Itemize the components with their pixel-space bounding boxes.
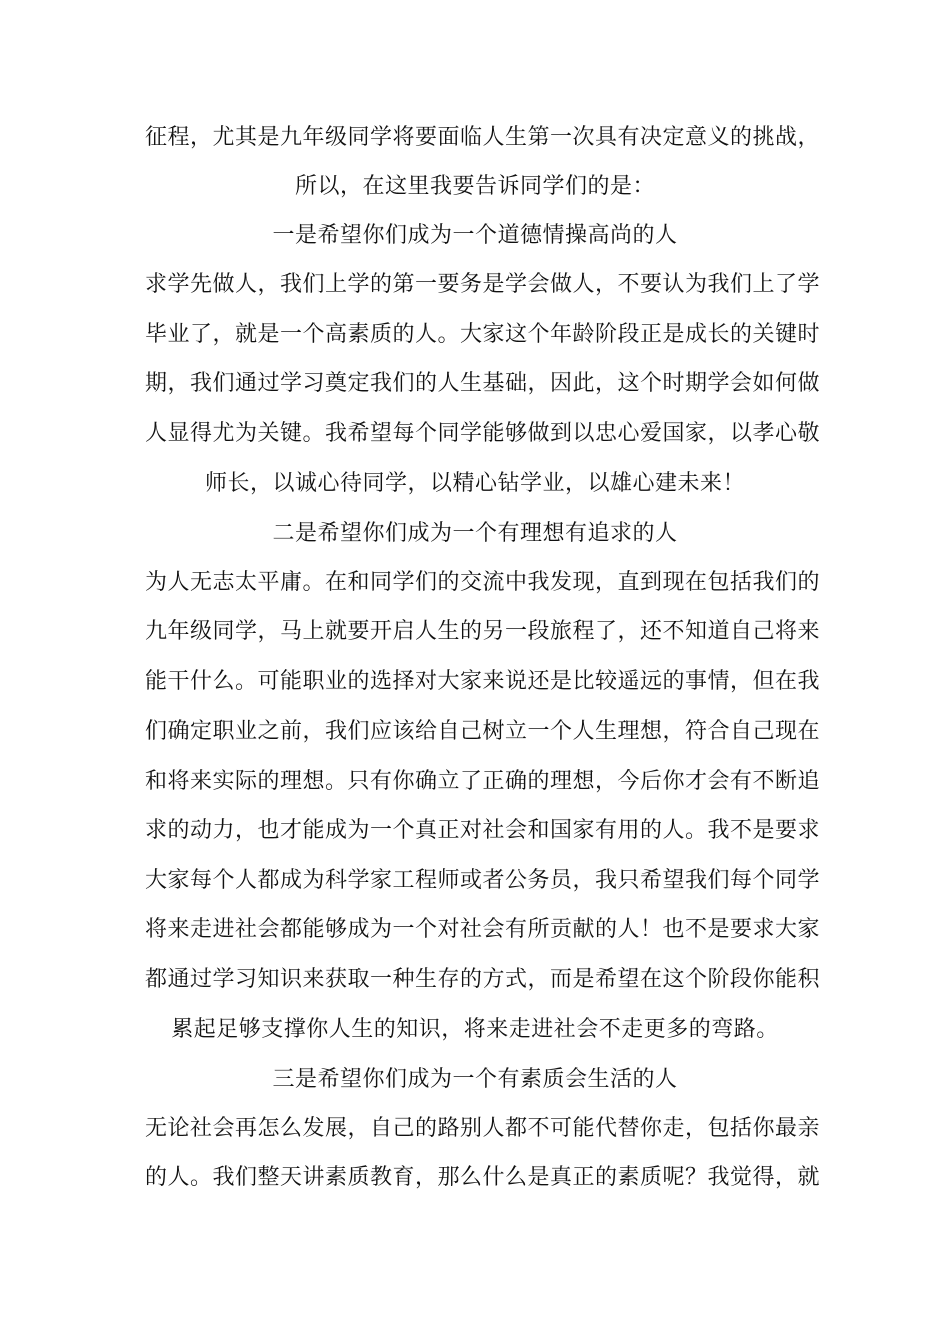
paragraph-line: 们确定职业之前，我们应该给自己树立一个人生理想，符合自己现在	[145, 719, 821, 744]
paragraph-line: 将来走进社会都能够成为一个对社会有所贡献的人！也不是要求大家	[145, 917, 821, 942]
section-heading: 三是希望你们成为一个有素质会生活的人	[272, 1067, 678, 1092]
section-heading: 一是希望你们成为一个道德情操高尚的人	[272, 223, 678, 248]
paragraph-line: 为人无志太平庸。在和同学们的交流中我发现，直到现在包括我们的	[145, 570, 821, 595]
paragraph-line: 期，我们通过学习奠定我们的人生基础，因此，这个时期学会如何做	[145, 371, 821, 396]
paragraph-line: 求学先做人，我们上学的第一要务是学会做人，不要认为我们上了学	[145, 272, 821, 297]
paragraph-line: 求的动力，也才能成为一个真正对社会和国家有用的人。我不是要求	[145, 818, 821, 843]
paragraph-line: 大家每个人都成为科学家工程师或者公务员，我只希望我们每个同学	[145, 868, 821, 893]
paragraph-line: 和将来实际的理想。只有你确立了正确的理想，今后你才会有不断追	[145, 769, 821, 794]
section-heading: 二是希望你们成为一个有理想有追求的人	[272, 521, 678, 546]
paragraph-line: 的人。我们整天讲素质教育，那么什么是真正的素质呢？我觉得，就	[145, 1165, 821, 1190]
paragraph-line: 毕业了，就是一个高素质的人。大家这个年龄阶段正是成长的关键时	[145, 322, 821, 347]
paragraph-line: 无论社会再怎么发展，自己的路别人都不可能代替你走，包括你最亲	[145, 1116, 821, 1141]
paragraph-line: 师长，以诚心待同学，以精心钻学业，以雄心建未来！	[204, 471, 745, 496]
paragraph-line: 九年级同学，马上就要开启人生的另一段旅程了，还不知道自己将来	[145, 619, 821, 644]
paragraph-line: 人显得尤为关键。我希望每个同学能够做到以忠心爱国家，以孝心敬	[145, 421, 821, 446]
paragraph-line: 累起足够支撑你人生的知识，将来走进社会不走更多的弯路。	[171, 1017, 779, 1042]
paragraph-line: 征程，尤其是九年级同学将要面临人生第一次具有决定意义的挑战，	[145, 125, 821, 150]
paragraph-line: 所以，在这里我要告诉同学们的是：	[294, 174, 655, 199]
paragraph-line: 都通过学习知识来获取一种生存的方式，而是希望在这个阶段你能积	[145, 967, 821, 992]
paragraph-line: 能干什么。可能职业的选择对大家来说还是比较遥远的事情，但在我	[145, 669, 821, 694]
